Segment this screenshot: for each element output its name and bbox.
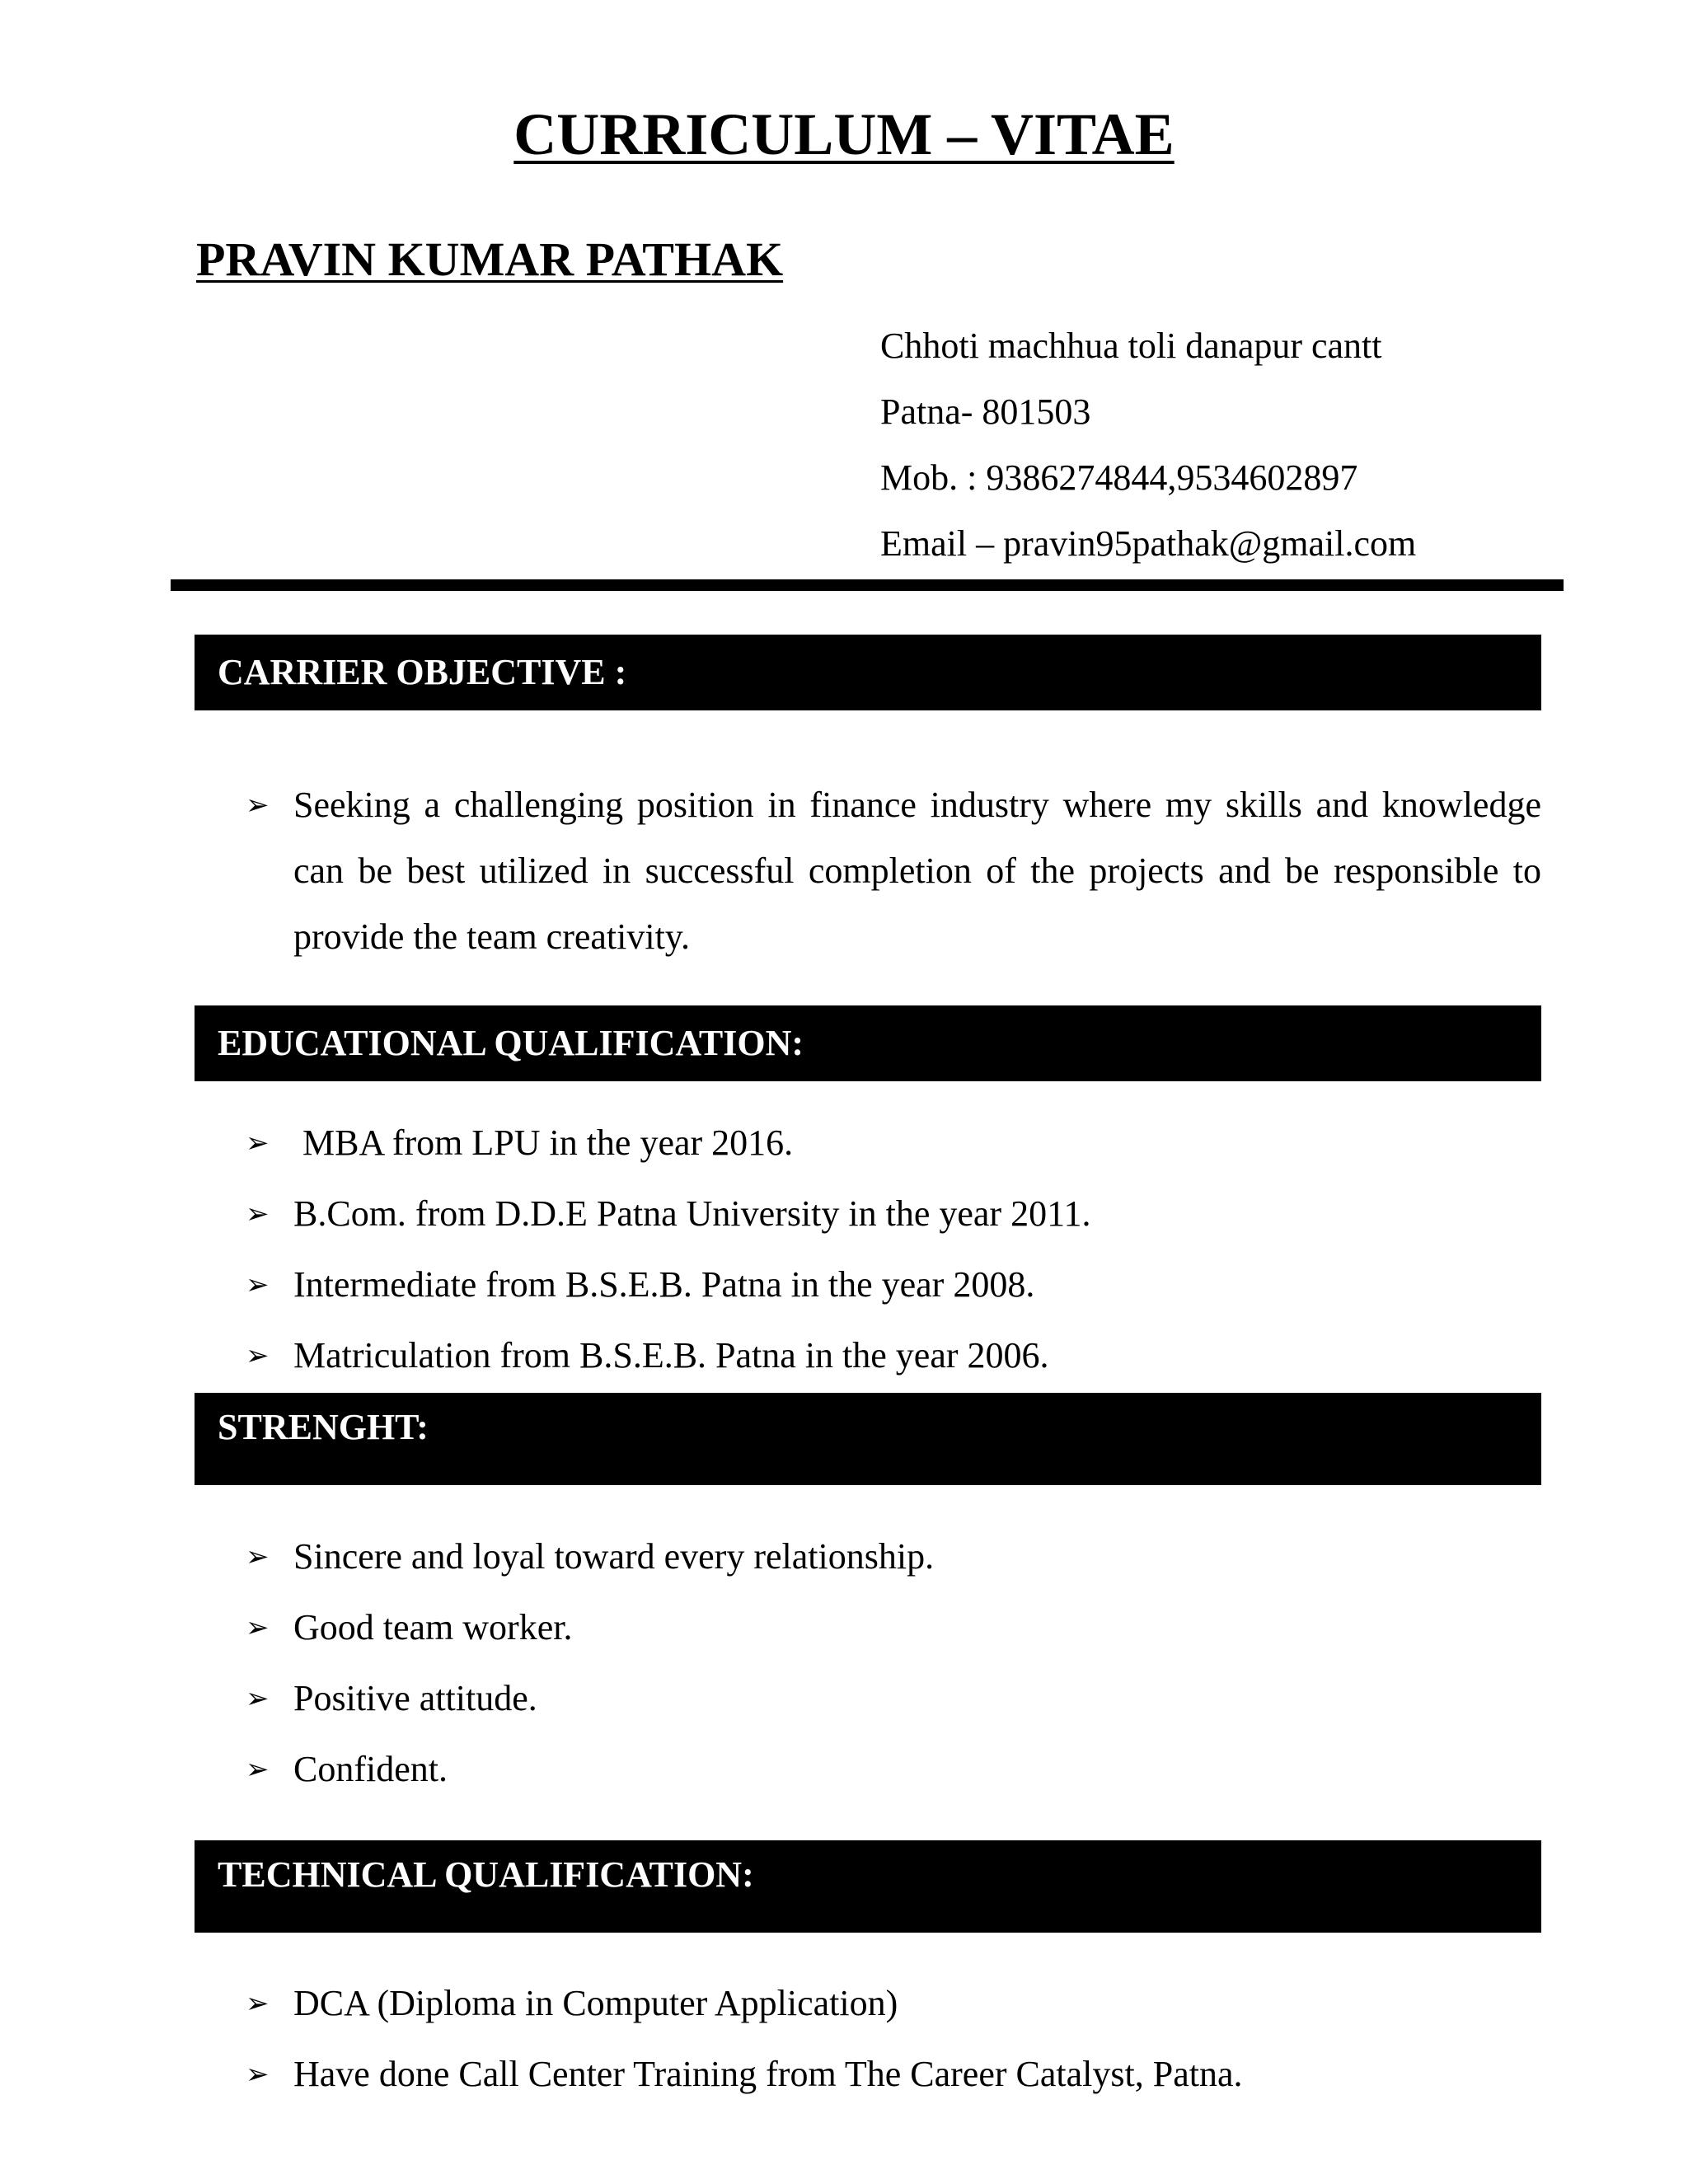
objective-bullet xyxy=(246,772,1541,970)
arrow-bullet-icon: ➢ xyxy=(246,1540,270,1573)
strength-item-text: Positive attitude. xyxy=(293,1678,537,1718)
mobile-numbers: Mob. : 9386274844,9534602897 xyxy=(880,457,1358,498)
technical-item-text: Have done Call Center Training from The Career Catalyst, Patna. xyxy=(293,2054,1243,2094)
section-heading-technical xyxy=(195,1840,1541,1933)
email-address: Email – pravin95pathak@gmail.com xyxy=(880,523,1417,564)
list-item xyxy=(246,1968,1242,2039)
arrow-bullet-icon: ➢ xyxy=(246,1127,270,1160)
section-heading-strength-label: STRENGHT: xyxy=(218,1407,429,1447)
list-item xyxy=(246,1249,1090,1320)
strength-item-text: Confident. xyxy=(293,1749,448,1789)
technical-list xyxy=(246,1968,1242,2110)
arrow-bullet-icon: ➢ xyxy=(246,1268,270,1301)
list-item xyxy=(246,2039,1242,2110)
section-heading-education-label: EDUCATIONAL QUALIFICATION: xyxy=(218,1023,804,1063)
section-heading-technical-label: TECHNICAL QUALIFICATION: xyxy=(218,1854,754,1895)
arrow-bullet-icon: ➢ xyxy=(246,1753,270,1786)
education-item-text: Matriculation from B.S.E.B. Patna in the year 2006. xyxy=(293,1335,1049,1376)
document-title: CURRICULUM – VITAE xyxy=(513,101,1175,167)
education-item-text: Intermediate from B.S.E.B. Patna in the year 2008. xyxy=(293,1264,1035,1305)
list-item xyxy=(246,1592,934,1663)
list-item xyxy=(246,1108,1090,1179)
section-heading-objective-label: CARRIER OBJECTIVE : xyxy=(218,652,627,692)
list-item xyxy=(246,1179,1090,1249)
header-divider xyxy=(171,579,1564,591)
strength-item-text: Good team worker. xyxy=(293,1607,573,1647)
list-item xyxy=(246,1521,934,1592)
contact-block xyxy=(880,313,1416,577)
list-item xyxy=(246,1320,1090,1391)
list-item xyxy=(246,1734,934,1805)
section-heading-education xyxy=(195,1005,1541,1081)
arrow-bullet-icon: ➢ xyxy=(246,1987,270,2020)
arrow-bullet-icon: ➢ xyxy=(246,1682,270,1715)
technical-item-text: DCA (Diploma in Computer Application) xyxy=(293,1983,898,2023)
education-item-text: MBA from LPU in the year 2016. xyxy=(293,1122,794,1163)
candidate-name: PRAVIN KUMAR PATHAK xyxy=(196,232,784,286)
arrow-bullet-icon: ➢ xyxy=(246,789,270,822)
objective-text: Seeking a challenging position in finance industry where my skills and knowledge can be best utilized in successful completion of the projects and be responsible to provide the team creativity. xyxy=(293,785,1541,957)
arrow-bullet-icon: ➢ xyxy=(246,1339,270,1372)
education-item-text: B.Com. from D.D.E Patna University in the year 2011. xyxy=(293,1193,1091,1234)
list-item xyxy=(246,1663,934,1734)
address-line-2: Patna- 801503 xyxy=(880,391,1091,432)
education-list xyxy=(246,1108,1090,1391)
section-heading-strength xyxy=(195,1393,1541,1485)
arrow-bullet-icon: ➢ xyxy=(246,1197,270,1230)
address-line-1: Chhoti machhua toli danapur cantt xyxy=(880,326,1382,366)
strength-list xyxy=(246,1521,934,1805)
arrow-bullet-icon: ➢ xyxy=(246,2058,270,2091)
arrow-bullet-icon: ➢ xyxy=(246,1611,270,1644)
section-heading-objective xyxy=(195,635,1541,710)
strength-item-text: Sincere and loyal toward every relationship. xyxy=(293,1536,935,1577)
